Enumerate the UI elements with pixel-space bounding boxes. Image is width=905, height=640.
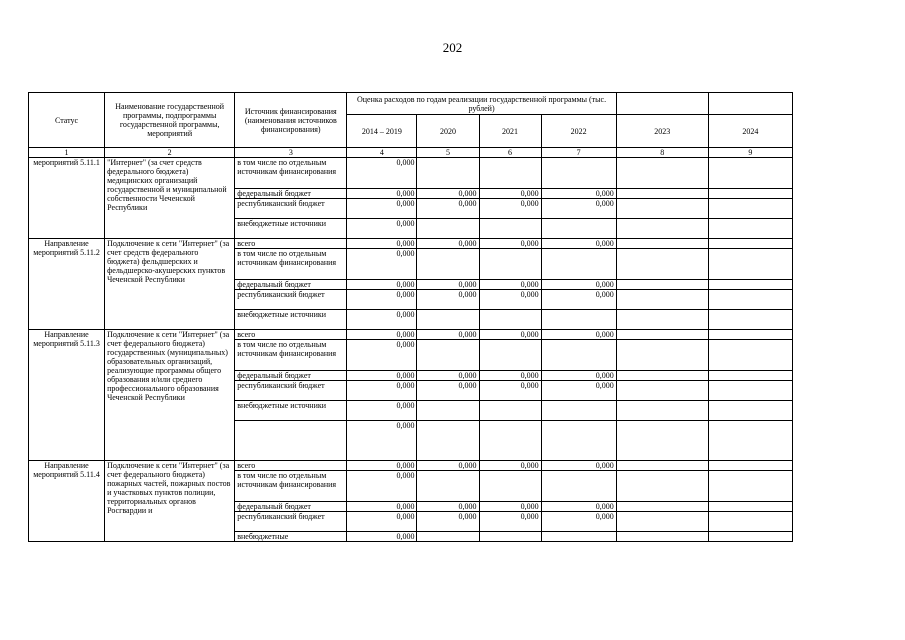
value-cell: 0,000: [479, 199, 541, 219]
funding-source-cell: республиканский бюджет: [235, 290, 347, 310]
value-cell: [541, 219, 616, 239]
value-cell: [616, 381, 708, 401]
value-cell: 0,000: [347, 340, 417, 371]
value-cell: 0,000: [479, 512, 541, 532]
value-cell: [708, 371, 792, 381]
value-cell: [417, 471, 479, 502]
column-number-row: [29, 148, 793, 158]
value-cell: [479, 421, 541, 461]
funding-source-cell: внебюджетные источники: [235, 219, 347, 239]
value-cell: 0,000: [541, 502, 616, 512]
status-cell: Направление мероприятий 5.11.4: [29, 461, 105, 542]
value-cell: [708, 471, 792, 502]
value-cell: 0,000: [417, 290, 479, 310]
value-cell: 0,000: [347, 189, 417, 199]
value-cell: [616, 310, 708, 330]
year-header: 2023: [616, 115, 708, 148]
value-cell: 0,000: [347, 371, 417, 381]
funding-source-cell: в том числе по отдельным источникам финансирования: [235, 158, 347, 189]
measure-name-cell: "Интернет" (за счет средств федерального бюджета) медицинских организаций государственной и муниципальной собственности Чеченской Республики: [105, 158, 235, 239]
value-cell: [616, 371, 708, 381]
table-row: [29, 239, 793, 249]
value-cell: [708, 310, 792, 330]
table-row: [29, 158, 793, 189]
funding-source-cell: федеральный бюджет: [235, 280, 347, 290]
value-cell: [479, 532, 541, 542]
value-cell: 0,000: [347, 471, 417, 502]
funding-source-cell: всего: [235, 239, 347, 249]
value-cell: 0,000: [347, 310, 417, 330]
value-cell: [616, 421, 708, 461]
value-cell: [616, 340, 708, 371]
value-cell: [541, 421, 616, 461]
value-cell: [417, 249, 479, 280]
value-cell: 0,000: [347, 421, 417, 461]
value-cell: [616, 189, 708, 199]
value-cell: 0,000: [417, 512, 479, 532]
value-cell: [616, 280, 708, 290]
value-cell: [708, 512, 792, 532]
column-number: 8: [616, 148, 708, 158]
value-cell: [708, 340, 792, 371]
funding-source-cell: [235, 421, 347, 461]
value-cell: 0,000: [347, 502, 417, 512]
value-cell: [616, 219, 708, 239]
value-cell: 0,000: [347, 330, 417, 340]
value-cell: 0,000: [417, 371, 479, 381]
funding-source-cell: всего: [235, 461, 347, 471]
funding-source-cell: в том числе по отдельным источникам финансирования: [235, 340, 347, 371]
value-cell: 0,000: [541, 239, 616, 249]
table-row: [29, 330, 793, 340]
value-cell: [616, 249, 708, 280]
table-row: [29, 461, 793, 471]
value-cell: [708, 401, 792, 421]
value-cell: 0,000: [417, 189, 479, 199]
value-cell: [417, 401, 479, 421]
value-cell: 0,000: [347, 532, 417, 542]
value-cell: [708, 461, 792, 471]
value-cell: 0,000: [347, 381, 417, 401]
value-cell: 0,000: [479, 189, 541, 199]
value-cell: [708, 199, 792, 219]
value-cell: [708, 239, 792, 249]
value-cell: 0,000: [347, 199, 417, 219]
value-cell: [708, 381, 792, 401]
value-cell: [616, 471, 708, 502]
value-cell: 0,000: [417, 280, 479, 290]
column-number: 3: [235, 148, 347, 158]
funding-source-cell: федеральный бюджет: [235, 371, 347, 381]
column-number: 5: [417, 148, 479, 158]
value-cell: [417, 219, 479, 239]
status-cell: Направление мероприятий 5.11.3: [29, 330, 105, 461]
value-cell: [479, 471, 541, 502]
value-cell: [541, 401, 616, 421]
funding-source-cell: республиканский бюджет: [235, 381, 347, 401]
value-cell: 0,000: [347, 158, 417, 189]
value-cell: 0,000: [541, 290, 616, 310]
value-cell: [541, 310, 616, 330]
value-cell: [616, 330, 708, 340]
value-cell: [479, 310, 541, 330]
value-cell: [541, 532, 616, 542]
value-cell: 0,000: [417, 502, 479, 512]
value-cell: 0,000: [479, 371, 541, 381]
value-cell: 0,000: [417, 199, 479, 219]
value-cell: 0,000: [347, 512, 417, 532]
value-cell: 0,000: [541, 461, 616, 471]
header-blank-9: [708, 93, 792, 115]
value-cell: [708, 158, 792, 189]
value-cell: 0,000: [479, 381, 541, 401]
value-cell: 0,000: [347, 249, 417, 280]
year-header: 2021: [479, 115, 541, 148]
budget-table: [28, 92, 793, 542]
value-cell: 0,000: [479, 290, 541, 310]
value-cell: 0,000: [417, 461, 479, 471]
measure-name-cell: Подключение к сети "Интернет" (за счет федерального бюджета) пожарных частей, пожарных постов и участковых пунктов полиции, территориальных органов Росгвардии и: [105, 461, 235, 542]
header-row: [29, 93, 793, 115]
value-cell: [417, 158, 479, 189]
status-cell: мероприятий 5.11.1: [29, 158, 105, 239]
funding-source-cell: республиканский бюджет: [235, 512, 347, 532]
value-cell: 0,000: [479, 280, 541, 290]
value-cell: 0,000: [541, 330, 616, 340]
funding-source-cell: всего: [235, 330, 347, 340]
value-cell: 0,000: [541, 371, 616, 381]
value-cell: [708, 330, 792, 340]
funding-source-cell: республиканский бюджет: [235, 199, 347, 219]
header-source: Источник финансирования (наименования источников финансирования): [235, 93, 347, 148]
value-cell: [708, 219, 792, 239]
value-cell: [616, 199, 708, 219]
column-number: 7: [541, 148, 616, 158]
column-number: 2: [105, 148, 235, 158]
value-cell: [541, 340, 616, 371]
value-cell: [479, 249, 541, 280]
value-cell: [417, 340, 479, 371]
year-header: 2022: [541, 115, 616, 148]
value-cell: [708, 280, 792, 290]
value-cell: [417, 310, 479, 330]
value-cell: [616, 461, 708, 471]
value-cell: [708, 189, 792, 199]
funding-source-cell: в том числе по отдельным источникам финансирования: [235, 249, 347, 280]
header-estimate: Оценка расходов по годам реализации государственной программы (тыс. рублей): [347, 93, 616, 115]
value-cell: 0,000: [347, 290, 417, 310]
value-cell: 0,000: [541, 199, 616, 219]
value-cell: 0,000: [417, 381, 479, 401]
value-cell: 0,000: [347, 239, 417, 249]
funding-source-cell: федеральный бюджет: [235, 502, 347, 512]
page-number: 202: [442, 40, 463, 55]
value-cell: [541, 158, 616, 189]
value-cell: 0,000: [479, 502, 541, 512]
value-cell: [708, 502, 792, 512]
column-number: 1: [29, 148, 105, 158]
value-cell: [708, 249, 792, 280]
value-cell: 0,000: [541, 189, 616, 199]
value-cell: [479, 158, 541, 189]
value-cell: 0,000: [347, 219, 417, 239]
value-cell: [479, 219, 541, 239]
header-name: Наименование государственной программы, подпрограммы государственной программы, мероприятий: [105, 93, 235, 148]
status-cell: Направление мероприятий 5.11.2: [29, 239, 105, 330]
year-header: 2024: [708, 115, 792, 148]
funding-source-cell: внебюджетные: [235, 532, 347, 542]
header-status: Статус: [29, 93, 105, 148]
value-cell: 0,000: [347, 280, 417, 290]
value-cell: 0,000: [417, 239, 479, 249]
value-cell: [616, 532, 708, 542]
value-cell: [708, 290, 792, 310]
value-cell: 0,000: [541, 381, 616, 401]
value-cell: [616, 290, 708, 310]
value-cell: [708, 532, 792, 542]
value-cell: 0,000: [417, 330, 479, 340]
value-cell: [616, 502, 708, 512]
funding-source-cell: в том числе по отдельным источникам финансирования: [235, 471, 347, 502]
value-cell: [616, 158, 708, 189]
measure-name-cell: Подключение к сети "Интернет" (за счет федерального бюджета) государственных (муниципальных) образовательных организаций, реализующие программы общего образования и/или среднего профессионального образования Чеченской Республики: [105, 330, 235, 461]
year-header: 2020: [417, 115, 479, 148]
column-number: 4: [347, 148, 417, 158]
value-cell: [479, 401, 541, 421]
funding-source-cell: федеральный бюджет: [235, 189, 347, 199]
column-number: 9: [708, 148, 792, 158]
value-cell: [616, 512, 708, 532]
value-cell: 0,000: [541, 280, 616, 290]
value-cell: [541, 249, 616, 280]
year-header: 2014 – 2019: [347, 115, 417, 148]
value-cell: 0,000: [541, 512, 616, 532]
value-cell: [479, 340, 541, 371]
measure-name-cell: Подключение к сети "Интернет" (за счет средств федерального бюджета) фельдшерских и фельдшерско-акушерских пунктов Чеченской Республики: [105, 239, 235, 330]
column-number: 6: [479, 148, 541, 158]
value-cell: 0,000: [479, 461, 541, 471]
value-cell: [616, 401, 708, 421]
value-cell: 0,000: [479, 239, 541, 249]
funding-source-cell: внебюджетные источники: [235, 310, 347, 330]
value-cell: [541, 471, 616, 502]
header-blank-8: [616, 93, 708, 115]
value-cell: [417, 421, 479, 461]
value-cell: [616, 239, 708, 249]
value-cell: [417, 532, 479, 542]
value-cell: [708, 421, 792, 461]
value-cell: 0,000: [347, 401, 417, 421]
value-cell: 0,000: [479, 330, 541, 340]
funding-source-cell: внебюджетные источники: [235, 401, 347, 421]
value-cell: 0,000: [347, 461, 417, 471]
